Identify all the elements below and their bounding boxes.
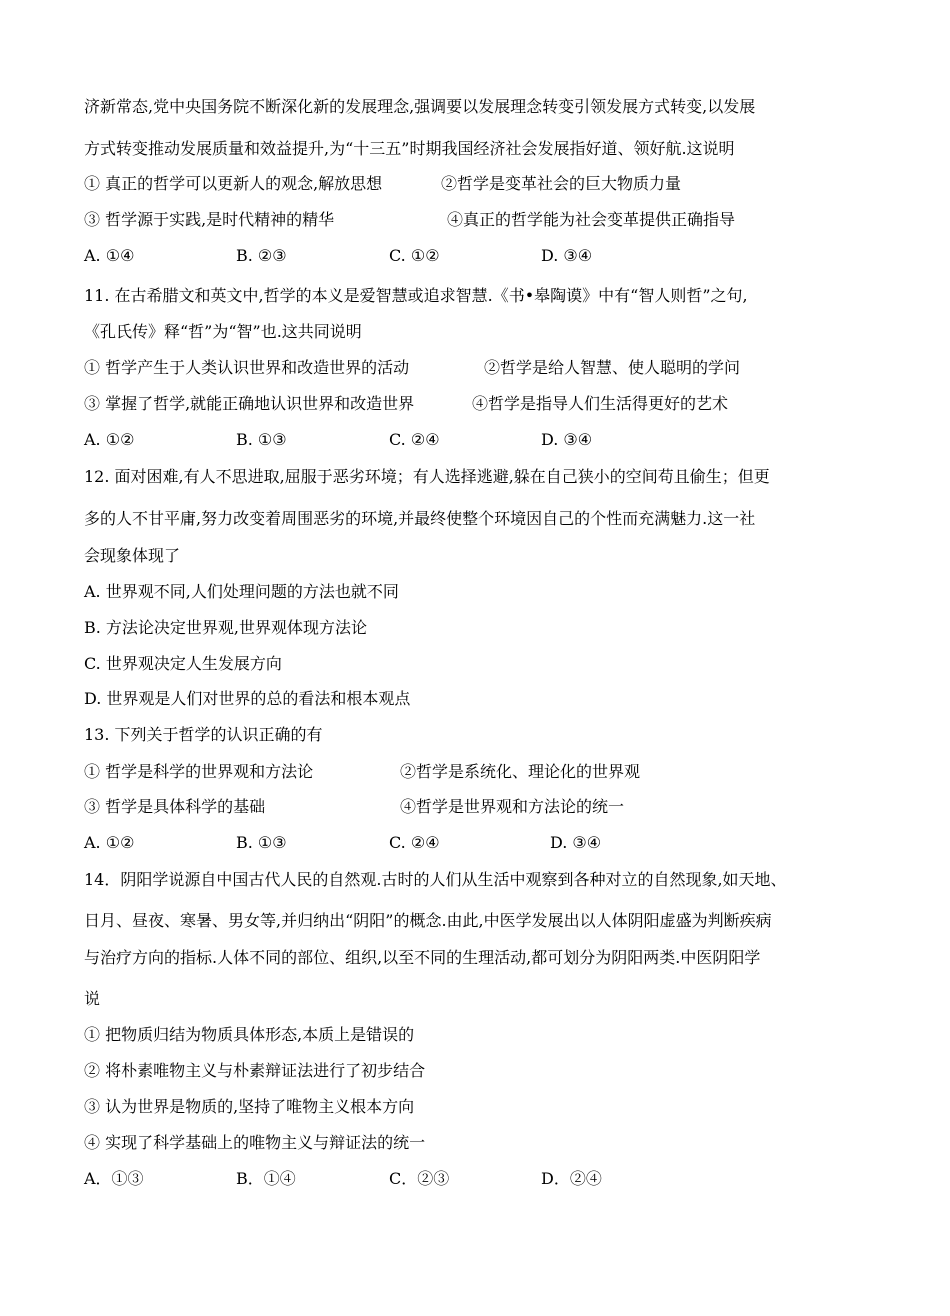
q14-option-a: A．①③ — [84, 1169, 144, 1188]
q11-option-c: C. ②④ — [389, 430, 440, 449]
q14-stem-line-1: 14．阴阳学说源自中国古代人民的自然观.古时的人们从生活中观察到各种对立的自然现象,如天地、 — [84, 870, 787, 889]
q13-option-b: B. ①③ — [236, 833, 287, 852]
q12-stem-line-1: 12. 面对困难,有人不思进取,屈服于恶劣环境；有人选择逃避,躲在自己狭小的空间苟且偷生；但更 — [84, 467, 770, 486]
q11-option-d: D. ③④ — [541, 430, 593, 449]
q13-item-4: ④哲学是世界观和方法论的统一 — [400, 797, 625, 816]
q10-item-3: ③ 哲学源于实践,是时代精神的精华 — [84, 210, 335, 229]
q14-option-c: C．②③ — [389, 1169, 450, 1188]
q13-stem-line-1: 13. 下列关于哲学的认识正确的有 — [84, 725, 323, 744]
q13-item-3: ③ 哲学是具体科学的基础 — [84, 797, 266, 816]
q12-option-b: B. 方法论决定世界观,世界观体现方法论 — [84, 618, 368, 637]
q10-option-c: C. ①② — [389, 246, 440, 265]
q10-item-1: ① 真正的哲学可以更新人的观念,解放思想 — [84, 174, 383, 193]
q12-option-c: C. 世界观决定人生发展方向 — [84, 654, 282, 673]
q11-option-a: A. ①② — [84, 430, 135, 449]
q12-option-d: D. 世界观是人们对世界的总的看法和根本观点 — [84, 689, 411, 708]
q11-item-2: ②哲学是给人智慧、使人聪明的学问 — [484, 358, 741, 377]
q13-item-2: ②哲学是系统化、理论化的世界观 — [400, 762, 641, 781]
q10-stem-line-2: 方式转变推动发展质量和效益提升,为“十三五”时期我国经济社会发展指好道、领好航.这说明 — [84, 139, 735, 158]
q14-option-d: D．②④ — [541, 1169, 602, 1188]
q11-item-4: ④哲学是指导人们生活得更好的艺术 — [472, 394, 729, 413]
q13-option-a: A. ①② — [84, 833, 135, 852]
q14-item-4: ④ 实现了科学基础上的唯物主义与辩证法的统一 — [84, 1133, 426, 1152]
q10-option-b: B. ②③ — [236, 246, 287, 265]
q11-option-b: B. ①③ — [236, 430, 287, 449]
q10-option-a: A. ①④ — [84, 246, 135, 265]
q14-item-3: ③ 认为世界是物质的,坚持了唯物主义根本方向 — [84, 1097, 415, 1116]
q14-item-2: ② 将朴素唯物主义与朴素辩证法进行了初步结合 — [84, 1061, 426, 1080]
q12-stem-line-2: 多的人不甘平庸,努力改变着周围恶劣的环境,并最终使整个环境因自己的个性而充满魅力.这一社 — [84, 509, 756, 528]
q11-stem-line-2: 《孔氏传》释“哲”为“智”也.这共同说明 — [84, 322, 362, 341]
q11-item-1: ① 哲学产生于人类认识世界和改造世界的活动 — [84, 358, 410, 377]
q14-option-b: B．①④ — [236, 1169, 296, 1188]
q13-item-1: ① 哲学是科学的世界观和方法论 — [84, 762, 314, 781]
q10-stem-line-1: 济新常态,党中央国务院不断深化新的发展理念,强调要以发展理念转变引领发展方式转变,以发展 — [84, 97, 756, 116]
q13-option-d: D. ③④ — [550, 833, 602, 852]
q14-stem-line-4: 说 — [84, 989, 101, 1008]
q11-item-3: ③ 掌握了哲学,就能正确地认识世界和改造世界 — [84, 394, 415, 413]
q14-stem-line-3: 与治疗方向的指标.人体不同的部位、组织,以至不同的生理活动,都可划分为阴阳两类.中医阴阳学 — [84, 948, 761, 967]
q14-item-1: ① 把物质归结为物质具体形态,本质上是错误的 — [84, 1025, 415, 1044]
q10-item-4: ④真正的哲学能为社会变革提供正确指导 — [447, 210, 736, 229]
q12-stem-line-3: 会现象体现了 — [84, 546, 181, 565]
q10-item-2: ②哲学是变革社会的巨大物质力量 — [441, 174, 682, 193]
q14-stem-line-2: 日月、昼夜、寒暑、男女等,并归纳出“阴阳”的概念.由此,中医学发展出以人体阴阳虚盛为判断疾病 — [84, 911, 772, 930]
q12-option-a: A. 世界观不同,人们处理问题的方法也就不同 — [84, 582, 399, 601]
q11-stem-line-1: 11. 在古希腊文和英文中,哲学的本义是爱智慧或追求智慧.《书•皋陶谟》中有“智人则哲”之句, — [84, 286, 748, 305]
q10-option-d: D. ③④ — [541, 246, 593, 265]
q13-option-c: C. ②④ — [389, 833, 440, 852]
